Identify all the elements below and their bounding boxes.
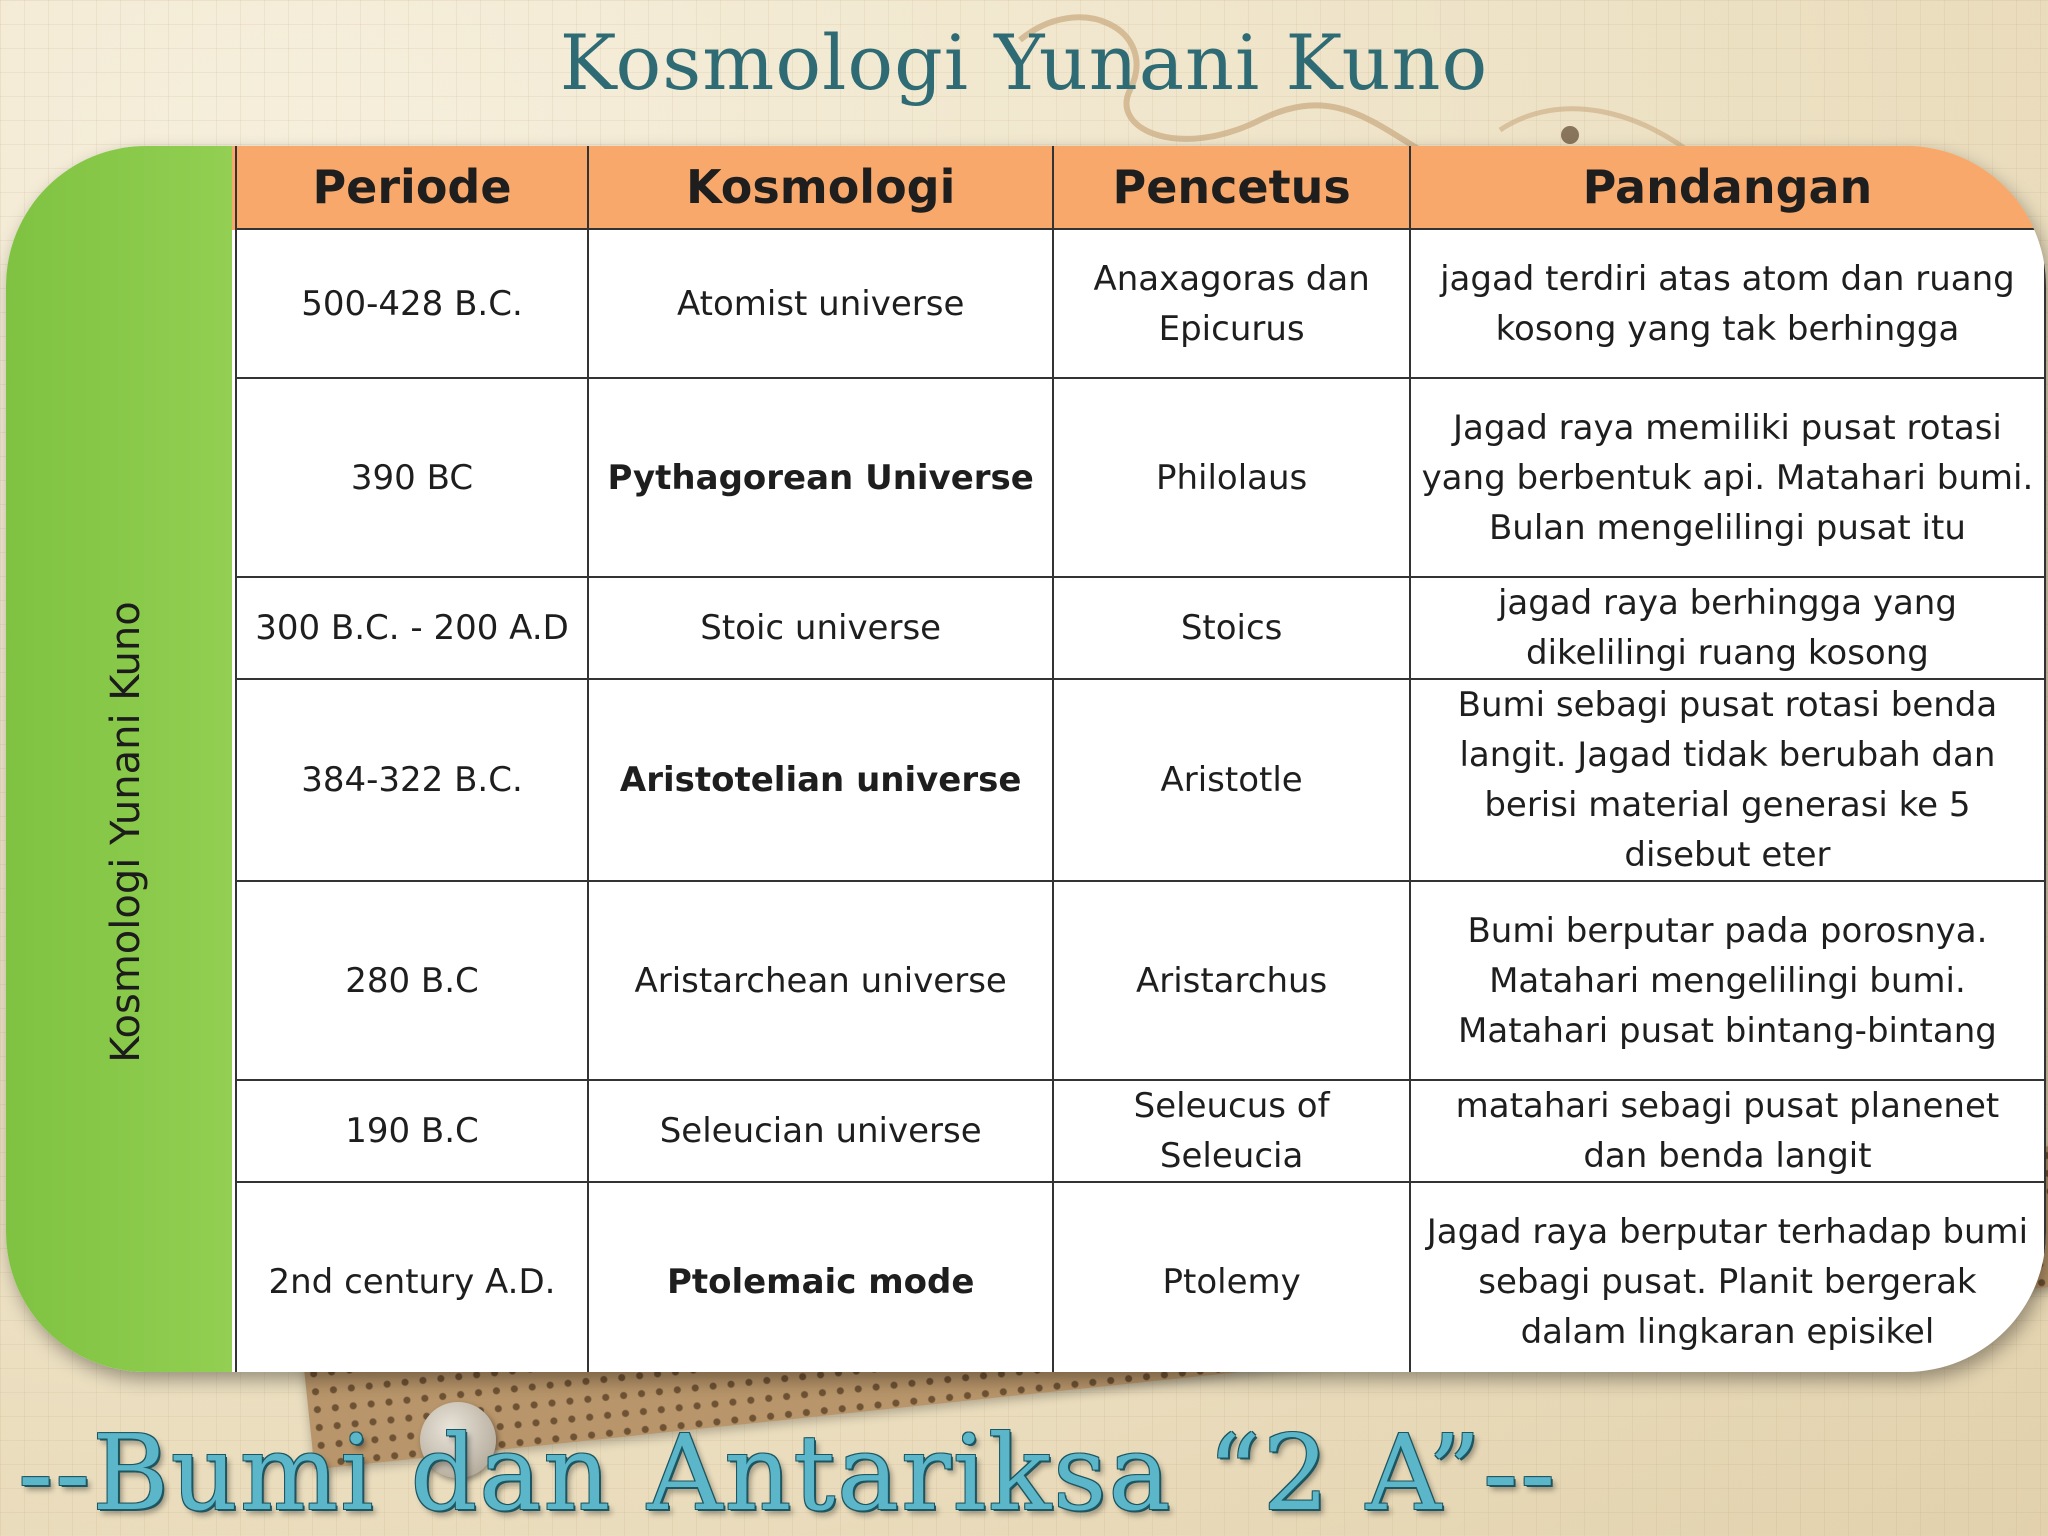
cell-periode: 2nd century A.D.	[236, 1182, 588, 1372]
cell-pencetus: Anaxagoras dan Epicurus	[1053, 229, 1410, 378]
cell-pencetus: Aristotle	[1053, 679, 1410, 881]
table-header-row	[236, 146, 2045, 229]
cell-pencetus: Ptolemy	[1053, 1182, 1410, 1372]
table-row	[236, 881, 2045, 1080]
header-pencetus: Pencetus	[1053, 146, 1410, 229]
table-row	[236, 1080, 2045, 1182]
cell-pandangan: Jagad raya memiliki pusat rotasi yang berbentuk api. Matahari bumi. Bulan mengelilingi pusat itu	[1410, 378, 2045, 577]
cell-pencetus: Aristarchus	[1053, 881, 1410, 1080]
table-row	[236, 577, 2045, 679]
cell-periode: 500-428 B.C.	[236, 229, 588, 378]
table-row	[236, 679, 2045, 881]
cell-pencetus: Philolaus	[1053, 378, 1410, 577]
cell-pandangan: Bumi sebagi pusat rotasi benda langit. Jagad tidak berubah dan berisi material generasi ke 5 disebut eter	[1410, 679, 2045, 881]
cell-pandangan: matahari sebagi pusat planenet dan benda langit	[1410, 1080, 2045, 1182]
cell-kosmologi: Stoic universe	[588, 577, 1053, 679]
header-kosmologi: Kosmologi	[588, 146, 1053, 229]
cell-pandangan: jagad terdiri atas atom dan ruang kosong yang tak berhingga	[1410, 229, 2045, 378]
cell-kosmologi: Pythagorean Universe	[588, 378, 1053, 577]
cell-pencetus: Stoics	[1053, 577, 1410, 679]
header-periode: Periode	[236, 146, 588, 229]
footer-title: --Bumi dan Antariksa “2 A”--	[18, 1412, 1558, 1534]
cell-kosmologi: Atomist universe	[588, 229, 1053, 378]
cell-kosmologi: Aristarchean universe	[588, 881, 1053, 1080]
slide-title: Kosmologi Yunani Kuno	[559, 18, 1489, 107]
table-row	[236, 378, 2045, 577]
cell-kosmologi: Ptolemaic mode	[588, 1182, 1053, 1372]
cell-kosmologi: Seleucian universe	[588, 1080, 1053, 1182]
content-panel	[6, 146, 2046, 1372]
cell-periode: 390 BC	[236, 378, 588, 577]
cell-kosmologi: Aristotelian universe	[588, 679, 1053, 881]
table-row	[236, 1182, 2045, 1372]
header-pandangan: Pandangan	[1410, 146, 2045, 229]
cell-pandangan: jagad raya berhingga yang dikelilingi ruang kosong	[1410, 577, 2045, 679]
cell-periode: 190 B.C	[236, 1080, 588, 1182]
cosmology-table	[235, 146, 2046, 1372]
cell-pencetus: Seleucus of Seleucia	[1053, 1080, 1410, 1182]
cell-pandangan: Jagad raya berputar terhadap bumi sebagi pusat. Planit bergerak dalam lingkaran episikel	[1410, 1182, 2045, 1372]
cell-periode: 280 B.C	[236, 881, 588, 1080]
cell-periode: 300 B.C. - 200 A.D	[236, 577, 588, 679]
side-label: Kosmologi Yunani Kuno	[103, 601, 149, 1063]
table-row	[236, 229, 2045, 378]
cell-pandangan: Bumi berputar pada porosnya. Matahari mengelilingi bumi. Matahari pusat bintang-bintang	[1410, 881, 2045, 1080]
cell-periode: 384-322 B.C.	[236, 679, 588, 881]
